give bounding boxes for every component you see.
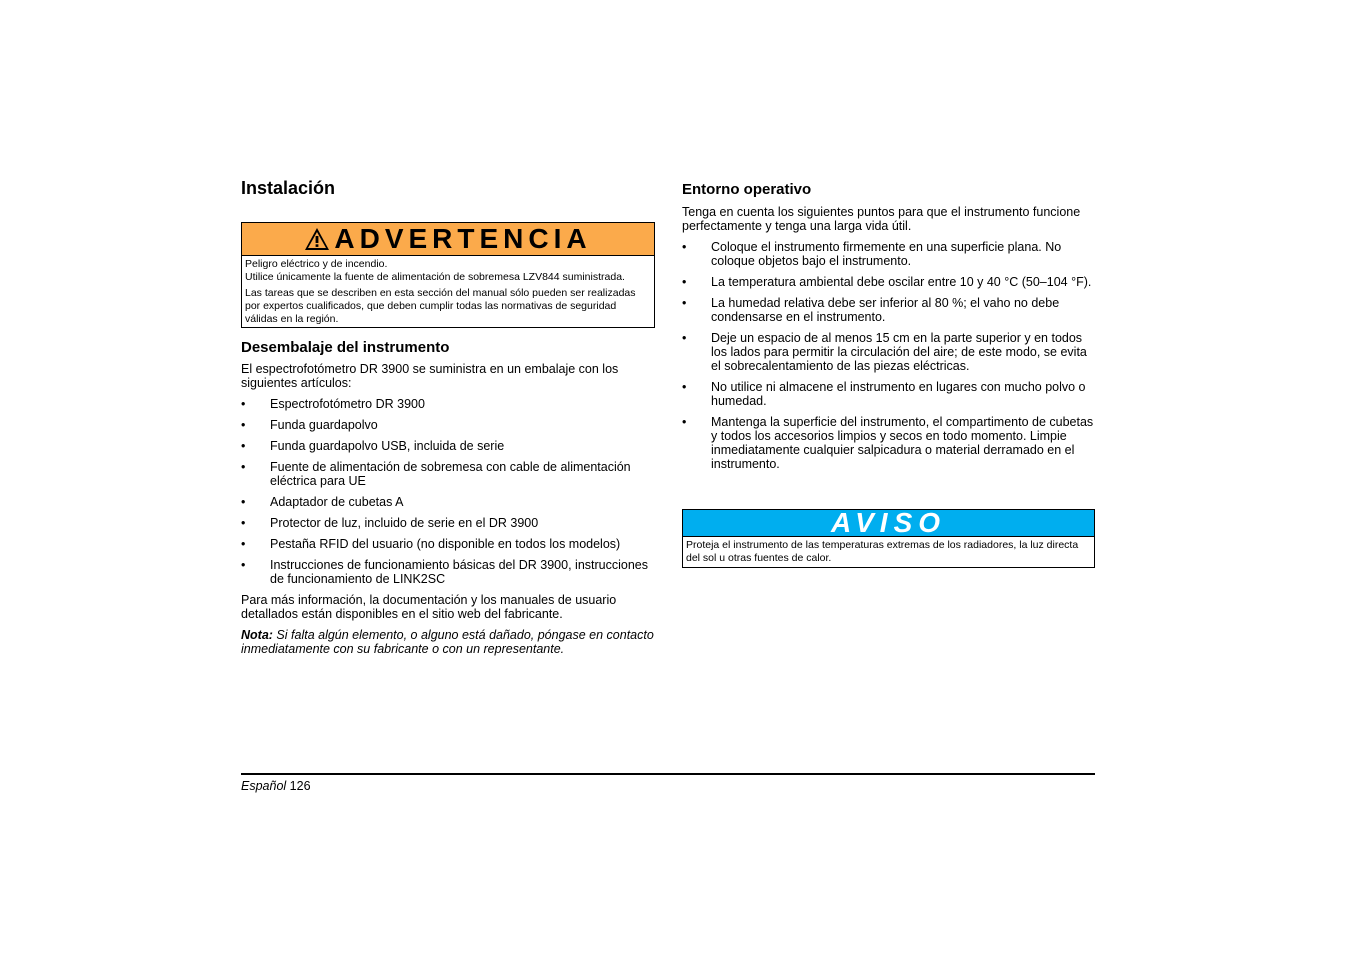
note-paragraph [241,628,655,656]
notice-label: AVISO [830,507,947,538]
environment-heading: Entorno operativo [682,181,812,198]
footer-language: Español [241,779,287,793]
list-item: • Pestaña RFID del usuario (no disponible en todos los modelos) [241,537,655,551]
notice-text: Proteja el instrumento de las temperaturas extremas de los radiadores, la luz directa del sol u otras fuentes de calor. [686,539,1079,564]
list-item: • La humedad relativa debe ser inferior al 80 %; el vaho no debe condensarse en el instrumento. [682,296,1095,324]
list-item: • La temperatura ambiental debe oscilar entre 10 y 40 °C (50–104 °F). [682,275,1095,289]
more-info-paragraph: Para más información, la documentación y los manuales de usuario detallados están disponibles en el sitio web del fabricante. [241,593,617,621]
warning-line: Peligro eléctrico y de incendio. [245,258,388,270]
warning-box [241,222,655,328]
warning-body [242,256,654,329]
notice-box [682,509,1095,568]
list-item: • Deje un espacio de al menos 15 cm en la parte superior y en todos los lados para permitir la circulación del aire; de este modo, se evita el sobrecalentamiento de las piezas eléctricas. [682,331,1095,373]
list-item: • Funda guardapolvo [241,418,655,432]
list-item: • No utilice ni almacene el instrumento en lugares con mucho polvo o humedad. [682,380,1095,408]
list-item: • Coloque el instrumento firmemente en una superficie plana. No coloque objetos bajo el instrumento. [682,240,1095,268]
list-item: • Adaptador de cubetas A [241,495,655,509]
note-text: Si falta algún elemento, o alguno está dañado, póngase en contacto inmediatamente con su fabricante o con un representante. [241,628,654,656]
environment-intro: Tenga en cuenta los siguientes puntos para que el instrumento funcione perfectamente y tenga una larga vida útil. [682,205,1081,233]
unpack-intro: El espectrofotómetro DR 3900 se suministra en un embalaje con los siguientes artículos: [241,362,619,390]
warning-header [242,223,654,256]
page-number: 126 [289,779,311,793]
list-item: • Espectrofotómetro DR 3900 [241,397,655,411]
section-title: Instalación [241,178,336,198]
unpack-section [241,339,655,656]
warning-triangle-icon [304,227,330,251]
warning-paragraph: Las tareas que se describen en esta sección del manual sólo pueden ser realizadas por expertos cualificados, que deben cumplir todas las normativas de seguridad válidas en la región. [245,287,636,325]
unpack-heading: Desembalaje del instrumento [241,339,450,356]
list-item: • Fuente de alimentación de sobremesa con cable de alimentación eléctrica para UE [241,460,655,488]
footer [241,779,311,793]
list-item: • Instrucciones de funcionamiento básicas del DR 3900, instrucciones de funcionamiento de LINK2SC [241,558,655,586]
list-item: • Mantenga la superficie del instrumento, el compartimento de cubetas y todos los accesorios limpios y secos en todo momento. Limpie inmediatamente cualquier salpicadura o material derramado en el instrumento. [682,415,1095,471]
note-label: Nota: [241,628,273,642]
footer-rule [241,773,1095,775]
list-item: • Protector de luz, incluido de serie en el DR 3900 [241,516,655,530]
notice-header [683,507,1094,538]
warning-label: ADVERTENCIA [334,223,592,254]
notice-body [683,537,1094,568]
environment-list [682,240,1095,471]
list-item: • Funda guardapolvo USB, incluida de serie [241,439,655,453]
warning-line: Utilice únicamente la fuente de alimentación de sobremesa LZV844 suministrada. [245,271,625,283]
unpack-list [241,397,655,586]
environment-section [682,181,1095,471]
